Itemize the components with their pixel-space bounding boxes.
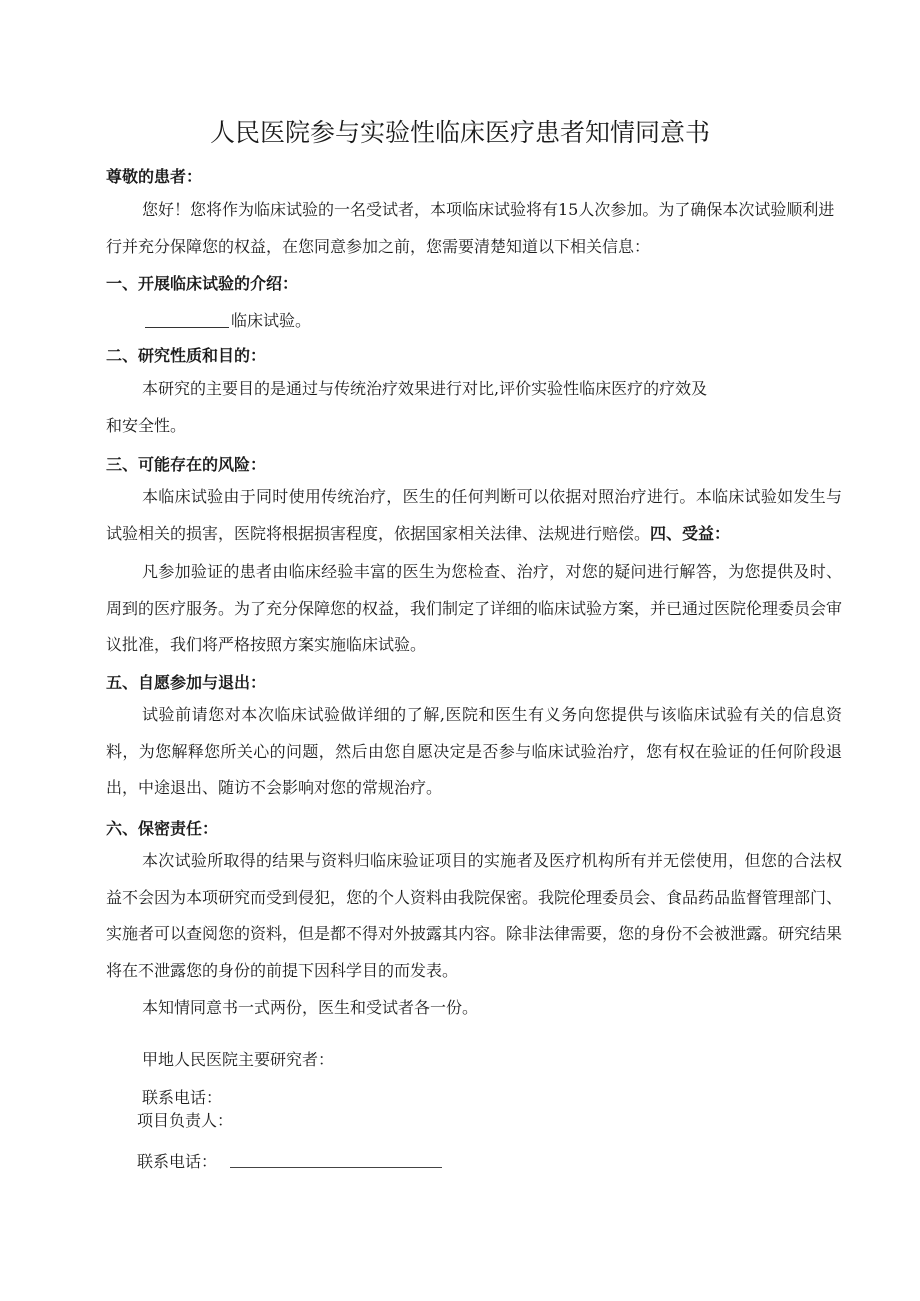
- section-3-body: [106, 479, 842, 552]
- section-3-text: 本临床试验由于同时使用传统治疗，医生的任何判断可以依据对照治疗进行。本临床试验如发生与试验相关的损害，医院将根据损害程度，依据国家相关法律、法规进行赔偿。: [106, 487, 842, 543]
- section-6-heading: 六、保密责任：: [106, 819, 219, 838]
- section-3-heading: 三、可能存在的风险：: [106, 455, 267, 474]
- researcher-label: 甲地人民医院主要研究者：: [142, 1050, 335, 1069]
- document-title: 人民医院参与实验性临床医疗患者知情同意书: [209, 118, 710, 147]
- phone-label-2: 联系电话：: [137, 1152, 218, 1171]
- section-1-text: 临床试验。: [231, 311, 312, 330]
- project-lead-label: 项目负责人：: [137, 1111, 234, 1130]
- phone-signature-line[interactable]: [230, 1167, 442, 1168]
- salutation: 尊敬的患者：: [106, 167, 203, 186]
- section-6-body: 本次试验所取得的结果与资料归临床验证项目的实施者及医疗机构所有并无偿使用，但您的合法权益不会因为本项研究而受到侵犯，您的个人资料由我院保密。我院伦理委员会、食品药品监督管理部门、实施者可以查阅您的资料，但是都不得对外披露其内容。除非法律需要，您的身份不会被泄露。研究结果将在不泄露您的身份的前提下因科学目的而发表。: [106, 851, 843, 980]
- section-2-heading: 二、研究性质和目的：: [106, 346, 267, 365]
- section-2-body: 本研究的主要目的是通过与传统治疗效果进行对比,评价实验性临床医疗的疗效及和安全性。: [106, 379, 708, 435]
- section-5-body: 试验前请您对本次临床试验做详细的了解,医院和医生有义务向您提供与该临床试验有关的信息资料，为您解释您所关心的问题，然后由您自愿决定是否参与临床试验治疗，您有权在验证的任何阶段退出，中途退出、随访不会影响对您的常规治疗。: [106, 705, 842, 797]
- section-4-body: 凡参加验证的患者由临床经验丰富的医生为您检查、治疗，对您的疑问进行解答，为您提供及时、周到的医疗服务。为了充分保障您的权益，我们制定了详细的临床试验方案，并已通过医院伦理委员会审议批准，我们将严格按照方案实施临床试验。: [106, 562, 843, 654]
- intro-paragraph: 您好！您将作为临床试验的一名受试者，本项临床试验将有15人次参加。为了确保本次试验顺利进行并充分保障您的权益，在您同意参加之前，您需要清楚知道以下相关信息：: [106, 200, 835, 256]
- fill-in-blank[interactable]: [145, 311, 229, 328]
- section-4-heading: 四、受益：: [650, 523, 731, 543]
- section-1-body: [145, 310, 311, 332]
- section-1-heading: 一、开展临床试验的介绍：: [106, 274, 299, 293]
- phone-label-1: 联系电话：: [142, 1088, 223, 1107]
- section-5-heading: 五、自愿参加与退出：: [106, 673, 267, 692]
- copies-note: 本知情同意书一式两份，医生和受试者各一份。: [142, 998, 479, 1017]
